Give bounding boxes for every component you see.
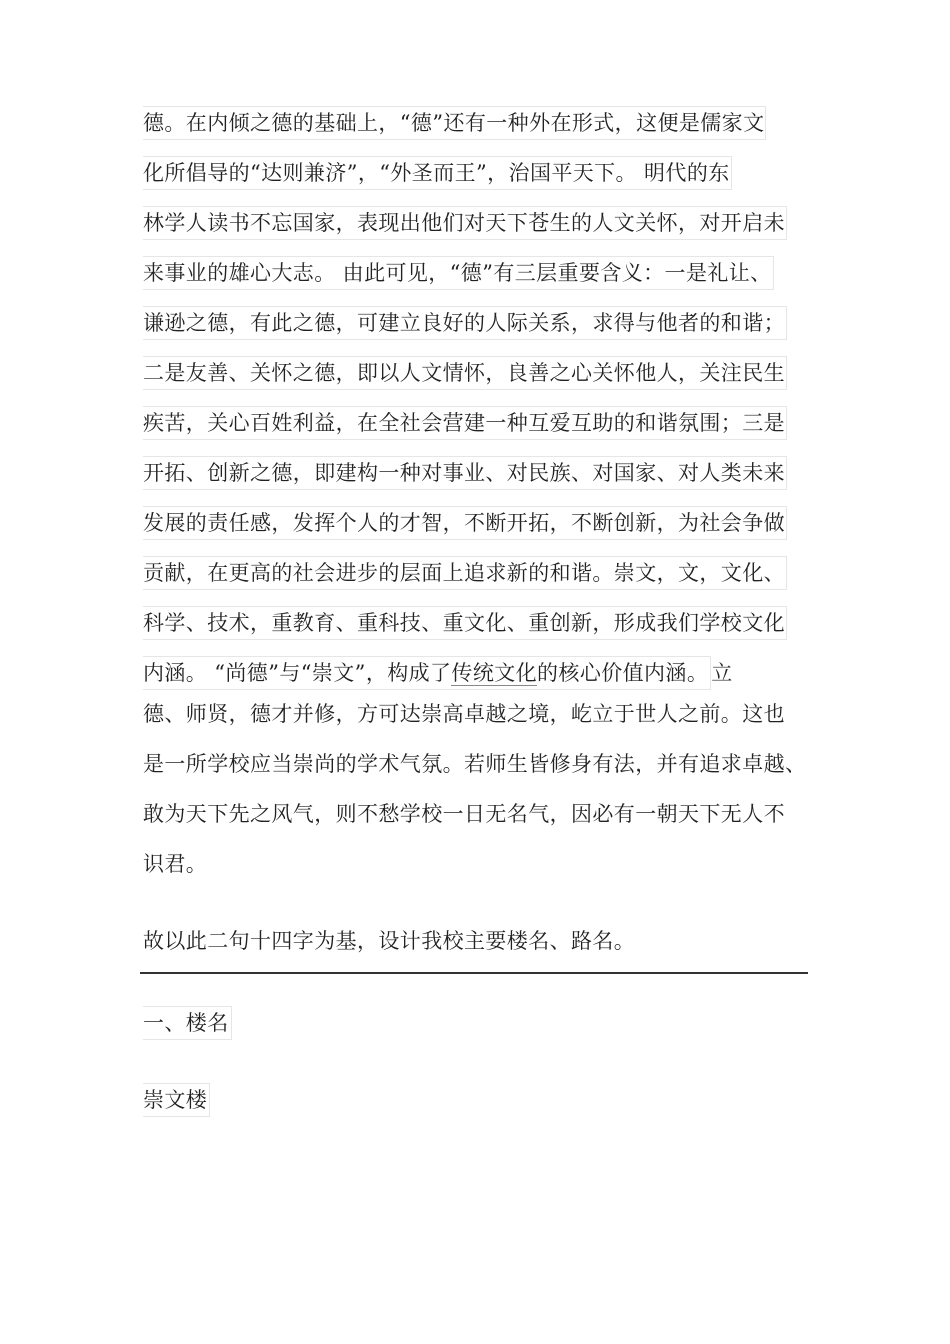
text-line: 二是友善、关怀之德，即以人文情怀，良善之心关怀他人，关注民生 <box>143 348 823 398</box>
paragraph-boxed <box>143 98 823 698</box>
line-text: 内涵。 “尚德”与“崇文”，构成了 <box>143 661 452 685</box>
text-line: 德、师贤，德才并修，方可达崇高卓越之境，屹立于世人之前。这也 <box>143 702 785 726</box>
text-line: 来事业的雄心大志。 由此可见，“德”有三层重要含义：一是礼让、 <box>143 248 823 298</box>
horizontal-rule <box>140 972 808 974</box>
text-line: 贡献，在更高的社会进步的层面上追求新的和谐。崇文，文，文化、 <box>143 548 823 598</box>
text-line: 林学人读书不忘国家，表现出他们对天下苍生的人文关怀，对开启未 <box>143 198 823 248</box>
text-line: 敢为天下先之风气，则不愁学校一日无名气，因必有一朝天下无人不 <box>143 802 785 826</box>
text-line: 科学、技术，重教育、重科技、重文化、重创新，形成我们学校文化 <box>143 598 823 648</box>
text-line: 疾苦，关心百姓利益，在全社会营建一种互爱互助的和谐氛围；三是 <box>143 398 823 448</box>
line-text-tail: 立 <box>711 661 733 685</box>
section-heading-text: 一、楼名 <box>143 1006 232 1040</box>
text-line: 谦逊之德，有此之德，可建立良好的人际关系，求得与他者的和谐； <box>143 298 823 348</box>
text-line: 开拓、创新之德，即建构一种对事业、对民族、对国家、对人类未来 <box>143 448 823 498</box>
text-line: 是一所学校应当崇尚的学术气氛。若师生皆修身有法，并有追求卓越、 <box>143 752 807 776</box>
text-line: 发展的责任感，发挥个人的才智，不断开拓，不断创新，为社会争做 <box>143 498 823 548</box>
text-line <box>143 648 823 698</box>
text-line: 识君。 <box>143 852 208 876</box>
intro-text: 故以此二句十四字为基，设计我校主要楼名、路名。 <box>143 929 636 953</box>
text-line: 德。在内倾之德的基础上，“德”还有一种外在形式，这便是儒家文 <box>143 98 823 148</box>
line-text: 的核心价值内涵。 <box>537 661 709 685</box>
traditional-culture-link[interactable]: 传统文化 <box>451 661 538 685</box>
building-name-text: 崇文楼 <box>143 1083 210 1117</box>
text-line: 化所倡导的“达则兼济”，“外圣而王”，治国平天下。 明代的东 <box>143 148 823 198</box>
